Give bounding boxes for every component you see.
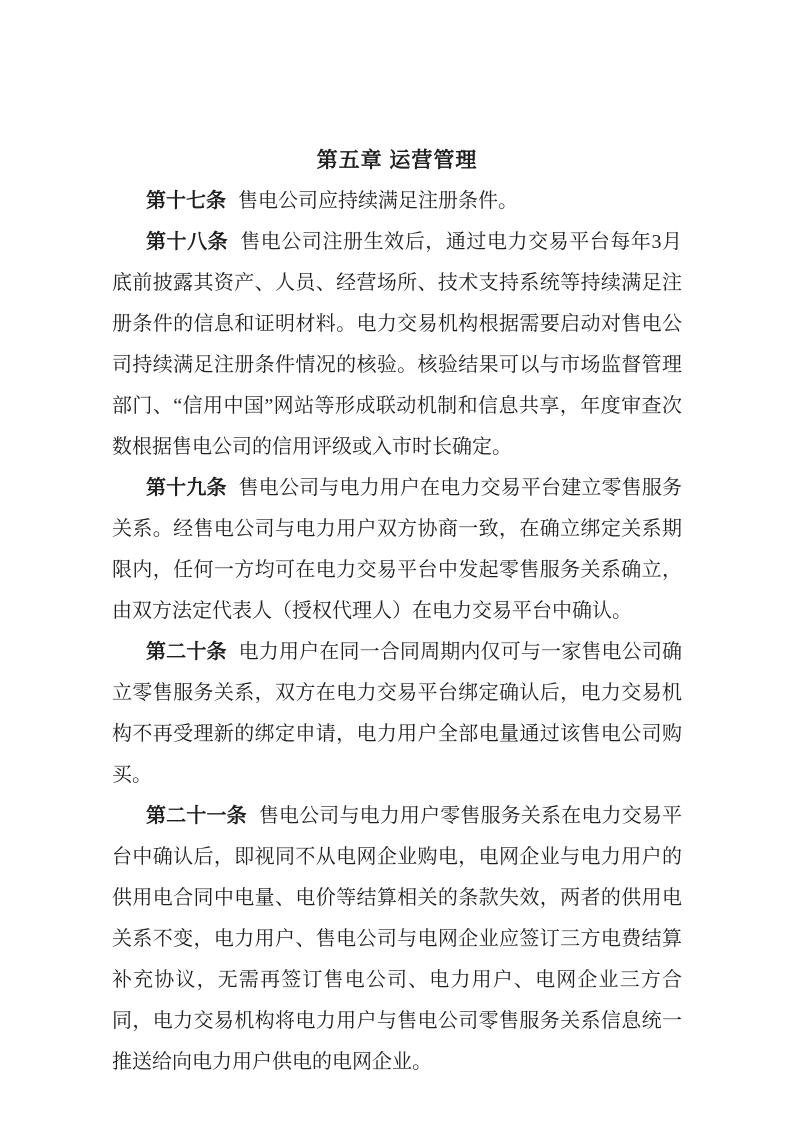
article-number-17: 第十七条	[146, 190, 226, 212]
article-number-19: 第十九条	[146, 477, 227, 499]
article-paragraph-18	[112, 222, 682, 468]
article-text-17: 售电公司应持续满足注册条件。	[238, 190, 518, 212]
chapter-title: 第五章 运营管理	[316, 149, 478, 172]
article-text-20: 电力用户在同一合同周期内仅可与一家售电公司确立零售服务关系，双方在电力交易平台绑定确认后，电力交易机构不再受理新的绑定申请，电力用户全部电量通过该售电公司购买。	[112, 641, 683, 786]
article-paragraph-20	[112, 632, 682, 796]
article-text-21: 售电公司与电力用户零售服务关系在电力交易平台中确认后，即视同不从电网企业购电，电网企业与电力用户的供用电合同中电量、电价等结算相关的条款失效，两者的供用电关系不变，电力用户、售电公司与电网企业应签订三方电费结算补充协议，无需再签订售电公司、电力用户、电网企业三方合同，电力交易机构将电力用户与售电公司零售服务关系信息统一推送给向电力用户供电的电网企业。	[112, 805, 683, 1073]
article-paragraph-19	[112, 468, 682, 632]
article-text-19: 售电公司与电力用户在电力交易平台建立零售服务关系。经售电公司与电力用户双方协商一致，在确立绑定关系期限内，任何一方均可在电力交易平台中发起零售服务关系确立，由双方法定代表人（授权代理人）在电力交易平台中确认。	[112, 477, 683, 622]
article-paragraph-17	[112, 181, 682, 222]
article-number-18: 第十八条	[146, 231, 229, 253]
article-number-21: 第二十一条	[146, 805, 247, 827]
document-content	[112, 140, 682, 1083]
article-number-20: 第二十条	[146, 641, 227, 663]
article-text-18: 售电公司注册生效后，通过电力交易平台每年3月底前披露其资产、人员、经营场所、技术支持系统等持续满足注册条件的信息和证明材料。电力交易机构根据需要启动对售电公司持续满足注册条件情况的核验。核验结果可以与市场监督管理部门、“信用中国”网站等形成联动机制和信息共享，年度审查次数根据售电公司的信用评级或入市时长确定。	[112, 231, 683, 458]
article-paragraph-21	[112, 796, 682, 1083]
